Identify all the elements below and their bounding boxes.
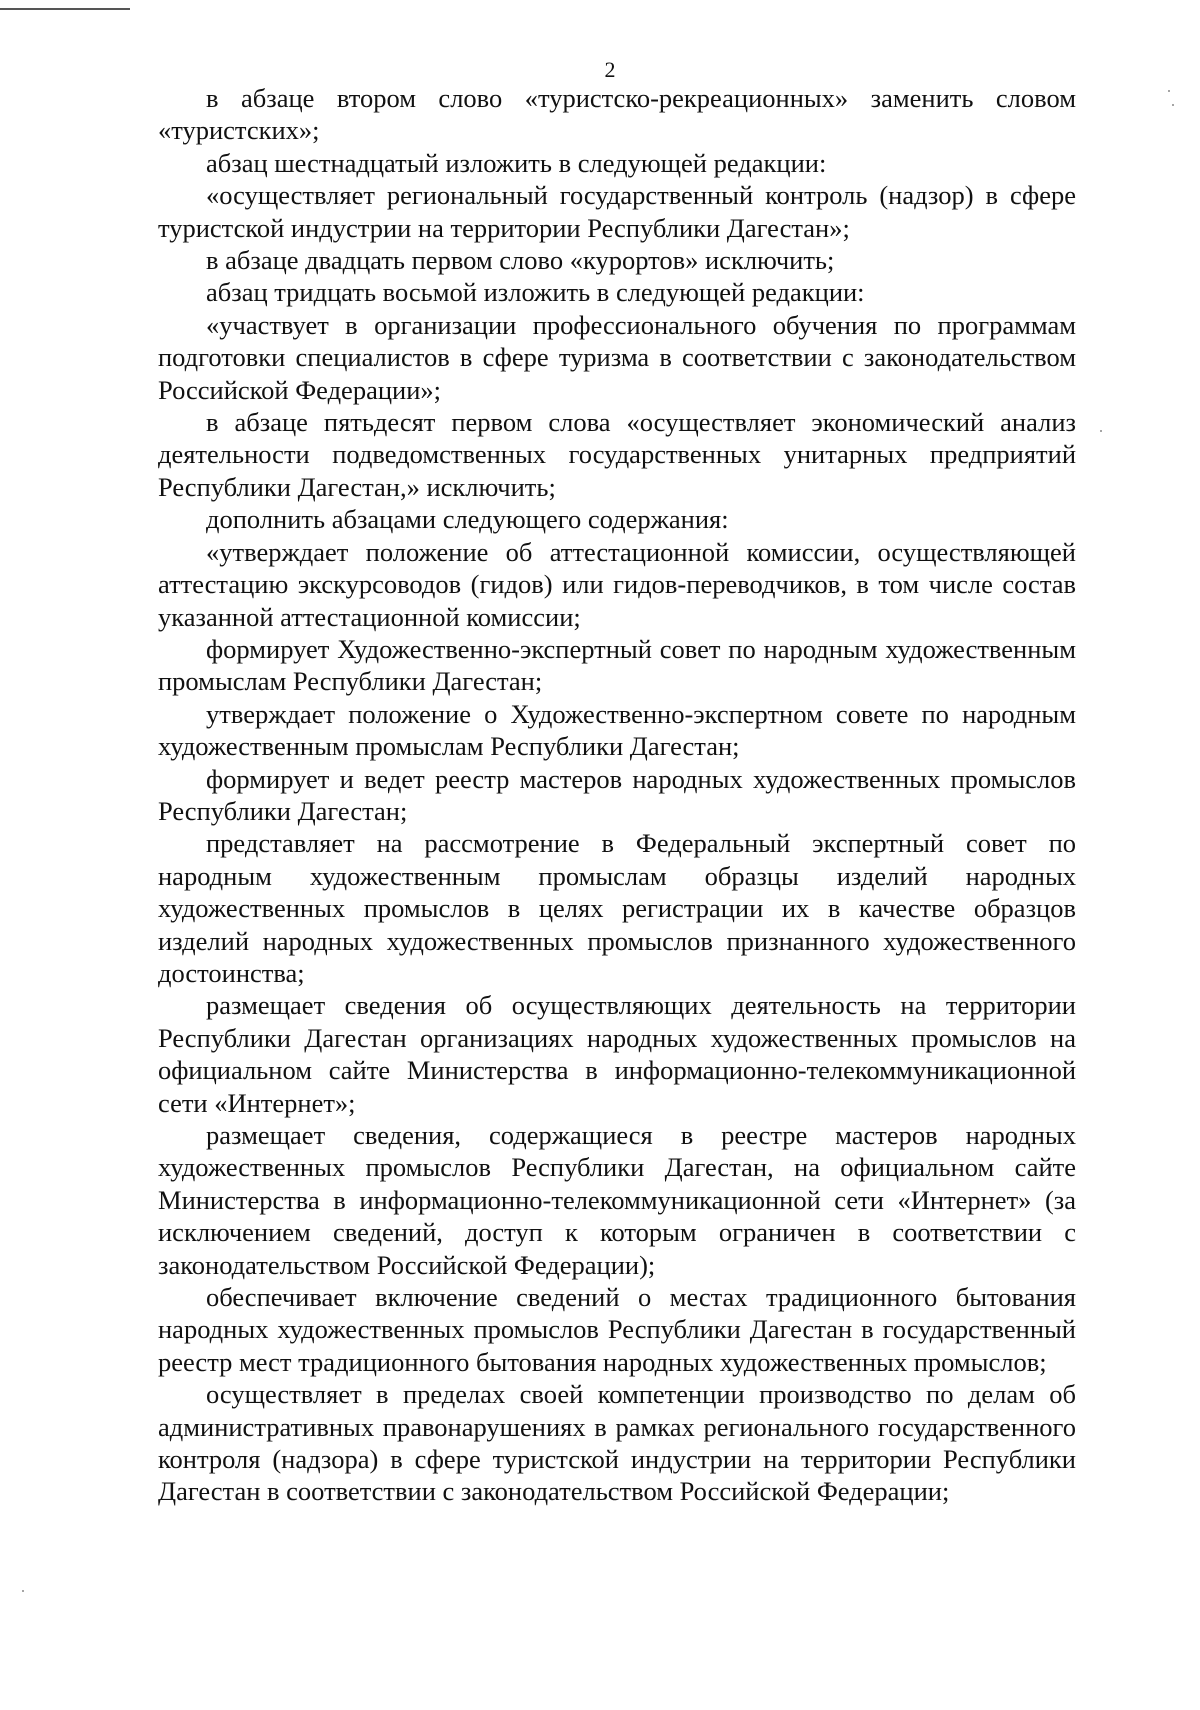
scan-edge-mark [0, 8, 130, 10]
paragraph: формирует Художественно-экспертный совет по народным художественным промыслам Республики Дагестан; [158, 633, 1076, 697]
paragraph: в абзаце пятьдесят первом слова «осуществляет экономический анализ деятельности подведомственных государственных унитарных предприятий Республики Дагестан,» исключить; [158, 407, 1076, 502]
scan-speck [1168, 90, 1170, 92]
page-number: 2 [604, 57, 616, 82]
scan-speck [22, 1590, 24, 1592]
paragraph: в абзаце втором слово «туристско-рекреационных» заменить словом «туристских»; [158, 83, 1076, 146]
paragraph: утверждает положение о Художественно-экспертном совете по народным художественным промыслам Республики Дагестан; [158, 698, 1076, 762]
paragraph: в абзаце двадцать первом слово «курортов» исключить; [206, 245, 835, 276]
paragraph: «утверждает положение об аттестационной комиссии, осуществляющей аттестацию экскурсоводов (гидов) или гидов-переводчиков, в том числе состав указанной аттестационной комиссии; [158, 536, 1076, 632]
paragraph: обеспечивает включение сведений о местах традиционного бытования народных художественных промыслов Республики Дагестан в государственный реестр мест традиционного бытования народных художественных промыслов; [158, 1282, 1076, 1377]
paragraph: размещает сведения, содержащиеся в реестре мастеров народных художественных промыслов Республики Дагестан, на официальном сайте Министерства в информационно-телекоммуникационной сети «Интернет» (за исключением сведений, доступ к которым ограничен в соответствии с законодательством Российской Федерации); [158, 1120, 1076, 1280]
paragraph: дополнить абзацами следующего содержания: [206, 504, 729, 535]
paragraph: «осуществляет региональный государственный контроль (надзор) в сфере туристской индустрии на территории Республики Дагестан»; [158, 180, 1076, 243]
paragraph: представляет на рассмотрение в Федеральный экспертный совет по народным художественным промыслам образцы изделий народных художественных промыслов в целях регистрации их в качестве образцов изделий народных художественных промыслов признанного художественного достоинства; [158, 828, 1076, 988]
document-body [158, 82, 1076, 1508]
paragraph: формирует и ведет реестр мастеров народных художественных промыслов Республики Дагестан; [158, 763, 1076, 826]
scan-speck [1100, 430, 1102, 432]
paragraph: «участвует в организации профессионального обучения по программам подготовки специалистов в сфере туризма в соответствии с законодательством Российской Федерации»; [158, 309, 1076, 405]
paragraph: абзац тридцать восьмой изложить в следующей редакции: [206, 277, 865, 308]
paragraph: осуществляет в пределах своей компетенции производство по делам об административных правонарушениях в рамках регионального государственного контроля (надзора) в сфере туристской индустрии на территории Республики Дагестан в соответствии с законодательством Российской Федерации; [158, 1379, 1076, 1507]
scan-speck [1172, 104, 1174, 106]
paragraph: абзац шестнадцатый изложить в следующей редакции: [206, 147, 827, 178]
paragraph: размещает сведения об осуществляющих деятельность на территории Республики Дагестан организациях народных художественных промыслов на официальном сайте Министерства в информационно-телекоммуникационной сети «Интернет»; [158, 990, 1076, 1118]
